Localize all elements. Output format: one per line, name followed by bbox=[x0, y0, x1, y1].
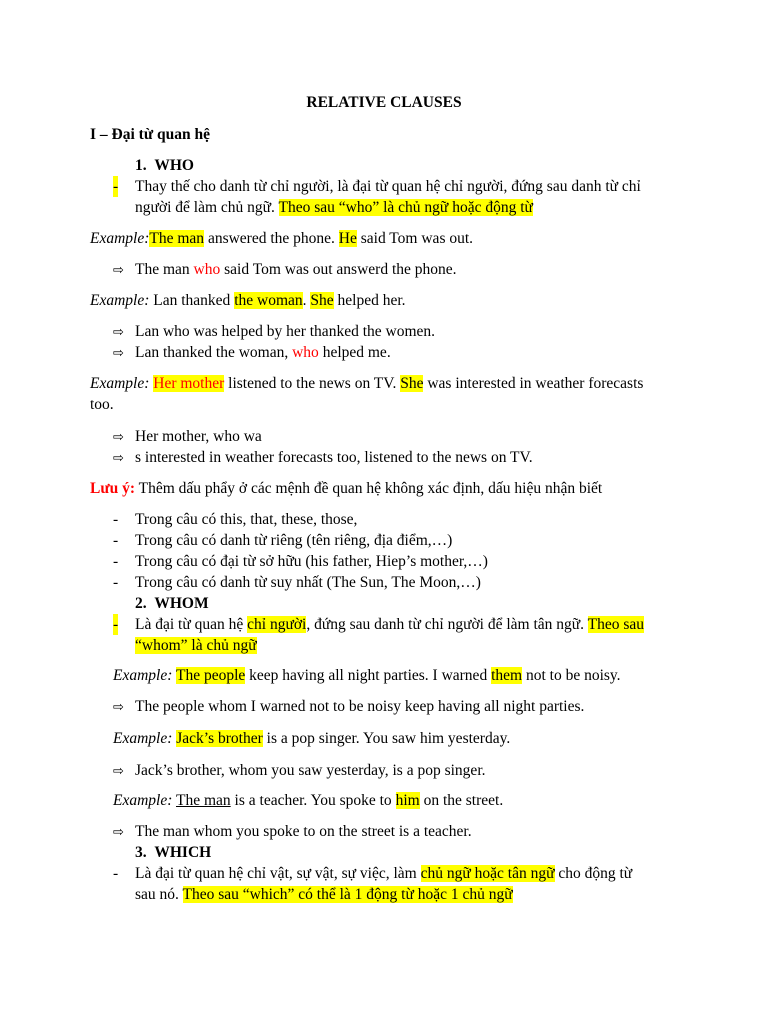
whom-definition-text: , đứng sau danh từ chỉ người để làm tân ngữ. bbox=[306, 616, 588, 633]
whom-example-1 bbox=[113, 665, 621, 686]
who-example-3-cont: too. bbox=[90, 396, 114, 413]
example-label: Example: bbox=[113, 730, 173, 747]
arrow-icon: ⇨ bbox=[113, 700, 124, 715]
highlight: “whom” là chủ ngữ bbox=[135, 637, 257, 654]
highlight: Her mother bbox=[153, 375, 225, 392]
example-label: Example: bbox=[90, 292, 150, 309]
example-text: keep having all night parties. I warned bbox=[245, 667, 492, 684]
document-title: RELATIVE CLAUSES bbox=[306, 94, 462, 111]
answer-text: helped me. bbox=[318, 344, 391, 361]
example-text: said Tom was out. bbox=[356, 230, 474, 247]
whom-heading-text: WHOM bbox=[154, 595, 209, 612]
highlight: The man bbox=[149, 230, 205, 247]
whom-heading bbox=[135, 593, 209, 614]
section-heading: I – Đại từ quan hệ bbox=[90, 126, 210, 143]
who-definition-text: người để làm chủ ngữ. bbox=[135, 199, 279, 216]
who-definition-line2 bbox=[135, 197, 533, 218]
who-heading-text: WHO bbox=[154, 157, 194, 174]
whom-definition-line2 bbox=[135, 635, 257, 656]
example-text: is a pop singer. You saw him yesterday. bbox=[262, 730, 511, 747]
who-definition-line1: Thay thế cho danh từ chỉ người, là đại từ quan hệ chỉ người, đứng sau danh từ chỉ bbox=[135, 178, 641, 195]
example-label: Example: bbox=[113, 792, 173, 809]
who-example-3-answer-2 bbox=[113, 447, 533, 469]
who-example-1 bbox=[90, 228, 473, 249]
which-heading-text: WHICH bbox=[154, 844, 212, 861]
note-line bbox=[90, 478, 602, 499]
who-example-1-answer bbox=[113, 259, 457, 281]
bullet-dash: - bbox=[113, 574, 119, 591]
which-definition-line2 bbox=[135, 884, 513, 905]
answer-text: Lan thanked the woman, bbox=[135, 344, 293, 361]
arrow-icon: ⇨ bbox=[113, 451, 124, 466]
red-keyword: who bbox=[193, 261, 221, 278]
arrow-icon: ⇨ bbox=[113, 825, 124, 840]
which-definition-text: cho động từ bbox=[554, 865, 633, 882]
highlight: chỉ người bbox=[247, 616, 307, 633]
whom-example-2 bbox=[113, 728, 510, 749]
bullet-dash: - bbox=[113, 511, 119, 528]
example-text: Lan thanked bbox=[149, 292, 235, 309]
who-definition-highlight: Theo sau “who” là chủ ngữ hoặc động từ bbox=[278, 199, 533, 216]
red-keyword: who bbox=[292, 344, 319, 361]
answer-text: Jack’s brother, whom you saw yesterday, is a pop singer. bbox=[135, 762, 486, 779]
example-text: was interested in weather forecasts bbox=[423, 375, 644, 392]
answer-text: Lan who was helped by her thanked the women. bbox=[135, 323, 436, 340]
who-heading-number: 1. bbox=[135, 157, 147, 174]
example-label: Example: bbox=[90, 375, 150, 392]
who-example-2-answer-1 bbox=[113, 321, 435, 343]
example-text: not to be noisy. bbox=[522, 667, 621, 684]
whom-definition-line1 bbox=[135, 614, 644, 635]
example-text: . bbox=[302, 292, 311, 309]
who-example-3 bbox=[90, 373, 643, 394]
arrow-icon: ⇨ bbox=[113, 430, 124, 445]
underlined-text: The man bbox=[176, 792, 231, 809]
note-item: Trong câu có this, that, these, those, bbox=[135, 511, 358, 528]
who-heading bbox=[135, 155, 194, 176]
whom-heading-number: 2. bbox=[135, 595, 147, 612]
example-text: listened to the news on TV. bbox=[224, 375, 401, 392]
highlight: chủ ngữ hoặc tân ngữ bbox=[420, 865, 555, 882]
highlight: the woman bbox=[234, 292, 303, 309]
arrow-icon: ⇨ bbox=[113, 263, 124, 278]
which-definition-line1 bbox=[135, 863, 632, 884]
answer-text: The people whom I warned not to be noisy keep having all night parties. bbox=[135, 698, 585, 715]
highlight: He bbox=[338, 230, 357, 247]
note-item: Trong câu có danh từ riêng (tên riêng, địa điểm,…) bbox=[135, 532, 453, 549]
highlight: She bbox=[400, 375, 424, 392]
which-definition-text: sau nó. bbox=[135, 886, 183, 903]
whom-example-3-answer bbox=[113, 821, 472, 843]
arrow-icon: ⇨ bbox=[113, 325, 124, 340]
highlight: Theo sau bbox=[587, 616, 645, 633]
answer-text: said Tom was out answerd the phone. bbox=[220, 261, 457, 278]
highlight: him bbox=[395, 792, 420, 809]
bullet-dash: - bbox=[113, 553, 119, 570]
answer-text: The man whom you spoke to on the street is a teacher. bbox=[135, 823, 472, 840]
whom-example-1-answer bbox=[113, 696, 584, 718]
arrow-icon: ⇨ bbox=[113, 764, 124, 779]
note-label: Lưu ý: bbox=[90, 480, 136, 497]
who-example-2-answer-2 bbox=[113, 342, 391, 364]
bullet-dash: - bbox=[113, 532, 119, 549]
example-label: Example: bbox=[90, 230, 150, 247]
example-text: is a teacher. You spoke to bbox=[230, 792, 396, 809]
bullet-dash: - bbox=[113, 865, 119, 882]
bullet-dash: - bbox=[113, 178, 119, 195]
highlight: them bbox=[491, 667, 523, 684]
example-text: on the street. bbox=[419, 792, 504, 809]
arrow-icon: ⇨ bbox=[113, 346, 124, 361]
note-item: Trong câu có đại từ sở hữu (his father, Hiep’s mother,…) bbox=[135, 553, 488, 570]
which-heading bbox=[135, 842, 211, 863]
which-heading-number: 3. bbox=[135, 844, 147, 861]
note-item: Trong câu có danh từ suy nhất (The Sun, The Moon,…) bbox=[135, 574, 481, 591]
whom-definition-text: Là đại từ quan hệ bbox=[135, 616, 248, 633]
answer-text: The man bbox=[135, 261, 194, 278]
whom-example-2-answer bbox=[113, 760, 486, 782]
example-text: helped her. bbox=[333, 292, 406, 309]
answer-text: Her mother, who wa bbox=[135, 428, 262, 445]
bullet-dash: - bbox=[113, 616, 119, 633]
note-text: Thêm dấu phẩy ở các mệnh đề quan hệ không xác định, dấu hiệu nhận biết bbox=[135, 480, 603, 497]
highlight: Jack’s brother bbox=[176, 730, 263, 747]
highlight: Theo sau “which” có thể là 1 động từ hoặc 1 chủ ngữ bbox=[182, 886, 513, 903]
who-example-3-answer-1 bbox=[113, 426, 262, 448]
example-label: Example: bbox=[113, 667, 173, 684]
which-definition-text: Là đại từ quan hệ chỉ vật, sự vật, sự việc, làm bbox=[135, 865, 421, 882]
highlight: The people bbox=[176, 667, 246, 684]
highlight: She bbox=[310, 292, 334, 309]
answer-text: s interested in weather forecasts too, listened to the news on TV. bbox=[135, 449, 533, 466]
who-example-2 bbox=[90, 290, 406, 311]
whom-example-3 bbox=[113, 790, 503, 811]
example-text: answered the phone. bbox=[204, 230, 339, 247]
